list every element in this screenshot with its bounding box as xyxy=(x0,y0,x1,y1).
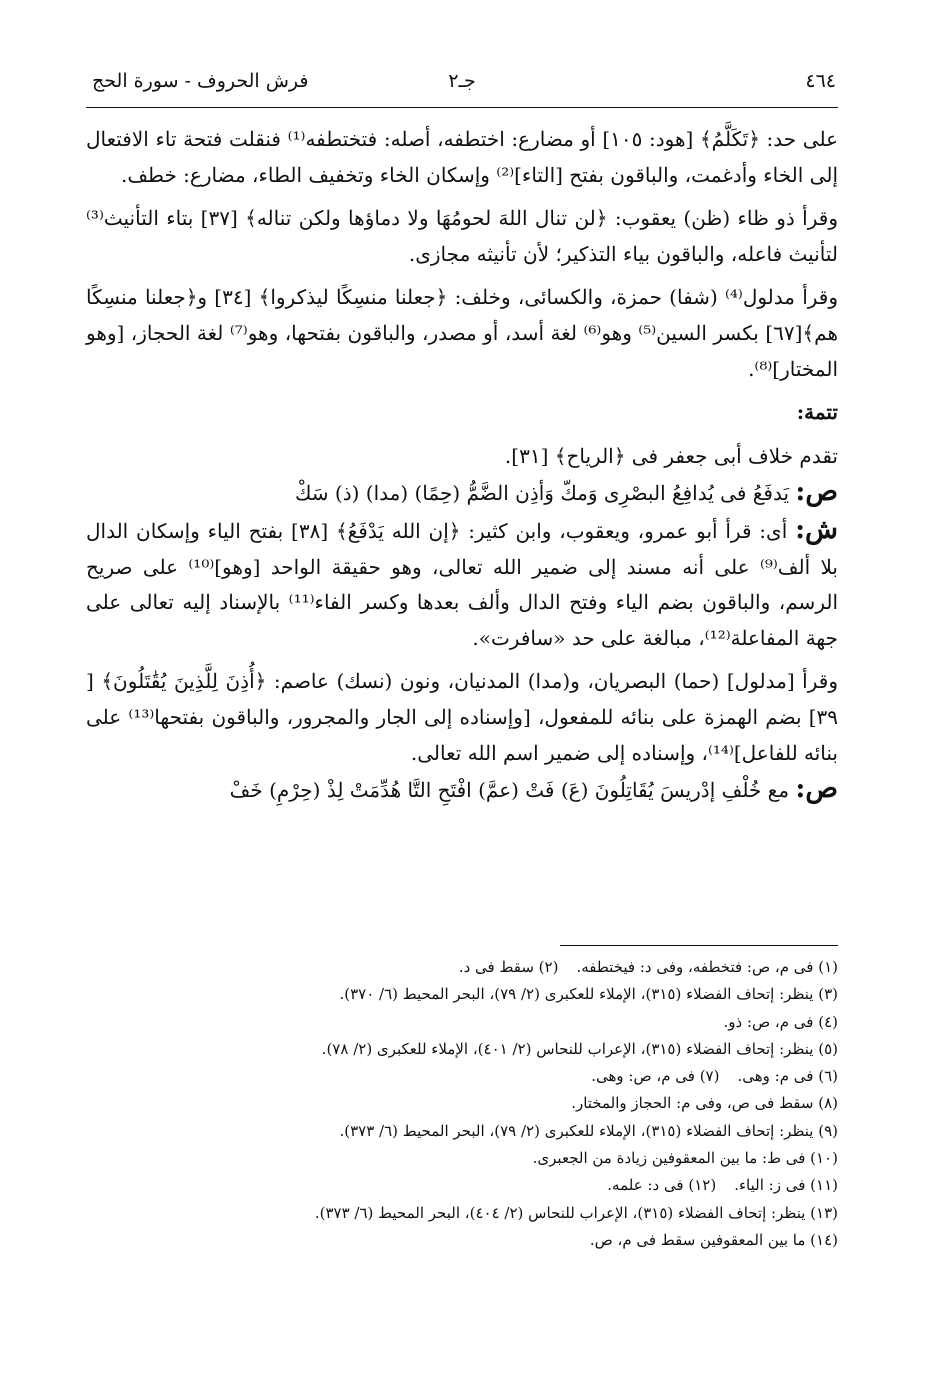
commentary-paragraph xyxy=(86,512,838,656)
verse-text: مع خُلْفِ إدْريسَ يُقَاتِلُونَ (عَ) فَتْ (عمَّ) افْتَحِ التَّا هُدِّمَتْ لِذْ (حِرْمِ) خَفْ xyxy=(229,778,790,803)
verse-line xyxy=(86,771,838,809)
footnotes xyxy=(86,954,838,1254)
footnote: (٥) ينظر: إتحاف الفضلاء (٣١٥)، الإعراب للنحاس (٢/ ٤٠١)، الإملاء للعكبرى (٢/ ٧٨). xyxy=(321,1039,838,1058)
chapter-title: فرش الحروف - سورة الحج xyxy=(92,70,309,92)
paragraph: وقرأ مدلول⁽⁴⁾ (شفا) حمزة، والكسائى، وخلف: ﴿جعلنا منسِكًا ليذكروا﴾ [٣٤] و﴿جعلنا منسِكًا هم﴾[٦٧] بكسر السين⁽⁵⁾ وهو⁽⁶⁾ لغة أسد، أو مصدر، والباقون بفتحها، وهو⁽⁷⁾ لغة الحجاز، [وهو المختار]⁽⁸⁾. xyxy=(86,285,839,381)
verse-text: يَدفَعُ فى يُدافِعُ البصْرِى وَمكّ وَأذِن الضَّمُّ (حِمًا) (مدا) (ذ) سَكْ xyxy=(294,481,790,506)
paragraph: وقرأ [مدلول] (حما) البصريان، و(مدا) المدنيان، ونون (نسك) عاصم: ﴿أُذِنَ لِلَّذِينَ يُقَٰتَلُونَ﴾ [ ٣٩] بضم الهمزة على بنائه للمفعول، [وإسناده إلى الجار والمجرور، والباقون بفتحها⁽¹³⁾ على بنائه للفاعل]⁽¹⁴⁾، وإسناده إلى ضمير اسم الله تعالى. xyxy=(86,669,838,765)
footnote: (٨) سقط فى ص، وفى م: الحجاز والمختار. xyxy=(571,1094,838,1113)
commentary-label: ش: xyxy=(795,513,839,545)
verse-label: ص: xyxy=(795,476,838,508)
footnote: (١٠) فى ط: ما بين المعقوفين زيادة من الجعبرى. xyxy=(532,1149,838,1168)
footnote: (١٣) ينظر: إتحاف الفضلاء (٣١٥)، الإعراب للنحاس (٢/ ٤٠٤)، البحر المحيط (٦/ ٣٧٣). xyxy=(314,1203,838,1222)
paragraph: على حد: ﴿تَكَلَّمُ﴾ [هود: ١٠٥] أو مضارع: اختطفه، أصله: فتختطفه⁽¹⁾ فنقلت فتحة تاء الافتعال إلى الخاء وأدغمت، والباقون بفتح [التاء]⁽²⁾ وإسكان الخاء وتخفيف الطاء، مضارع: خطف. xyxy=(86,127,838,187)
verse-label: ص: xyxy=(795,773,838,805)
paragraph: تقدم خلاف أبى جعفر فى ﴿الرياح﴾ [٣١]. xyxy=(504,443,838,468)
paragraph: وقرأ ذو ظاء (ظن) يعقوب: ﴿لن تنال اللهَ لحومُهَا ولا دماؤها ولكن تناله﴾ [٣٧] بتاء التأنيث⁽³⁾ لتأنيث فاعله، والباقون بياء التذكير؛ لأن تأنيثه مجازى. xyxy=(86,206,838,266)
footnote: (٤) فى م، ص: ذو. xyxy=(723,1012,838,1031)
main-text xyxy=(86,122,838,809)
footnote: (١١) فى ز: الياء.(١٢) فى د: علمه. xyxy=(607,1176,838,1195)
volume-label: جـ٢ xyxy=(448,70,476,92)
running-header xyxy=(86,68,838,108)
footnote: (١٤) ما بين المعقوفين سقط فى م، ص. xyxy=(589,1230,838,1249)
commentary-text: أى: قرأ أبو عمرو، ويعقوب، وابن كثير: ﴿إن الله يَدْفَعُ﴾ [٣٨] بفتح الياء وإسكان الدال بلا ألف⁽⁹⁾ على أنه مسند إلى ضمير الله تعالى، وهو حقيقة الواحد [وهو]⁽¹⁰⁾ على صريح الرسم، والباقون بضم الياء وفتح الدال وألف بعدها وكسر الفاء⁽¹¹⁾ بالإسناد إليه تعالى على جهة المفاعلة⁽¹²⁾، مبالغة على حد «سافرت». xyxy=(86,518,839,650)
footnote: (٦) فى م: وهى.(٧) فى م، ص: وهى. xyxy=(591,1067,838,1086)
footnote: (٣) ينظر: إتحاف الفضلاء (٣١٥)، الإملاء للعكبرى (٢/ ٧٩)، البحر المحيط (٦/ ٣٧٠). xyxy=(339,985,838,1004)
footnote-divider xyxy=(560,945,838,946)
verse-line xyxy=(86,474,838,512)
page-number: ٤٦٤ xyxy=(805,70,836,92)
footnote: (٩) ينظر: إتحاف الفضلاء (٣١٥)، الإملاء للعكبرى (٢/ ٧٩)، البحر المحيط (٦/ ٣٧٣). xyxy=(339,1121,838,1140)
footnote: (١) فى م، ص: فتخطفه، وفى د: فيختطفه.(٢) سقط فى د. xyxy=(458,958,838,976)
section-heading: تتمة: xyxy=(796,400,838,425)
header-divider xyxy=(86,107,838,108)
